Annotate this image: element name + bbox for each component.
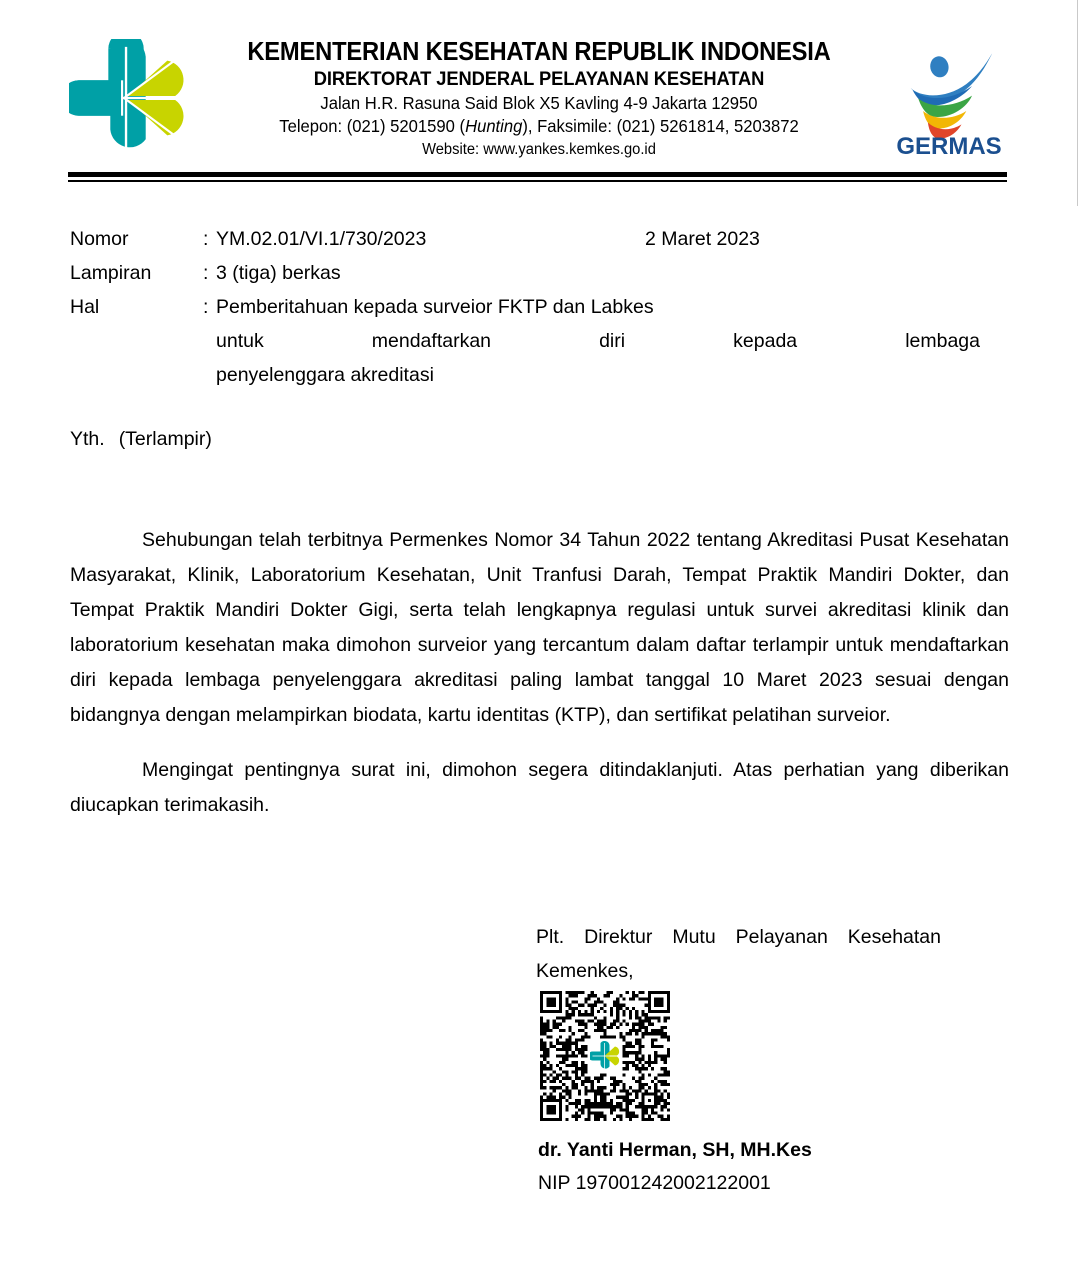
ministry-name: KEMENTERIAN KESEHATAN REPUBLIK INDONESIA: [247, 37, 831, 66]
divider-thin-line: [68, 180, 1007, 182]
lampiran-value: 3 (tiga) berkas: [216, 262, 341, 284]
recipient-value: (Terlampir): [118, 428, 212, 450]
office-address: Jalan H.R. Rasuna Said Blok X5 Kavling 4-9 Jakarta 12950: [320, 92, 758, 113]
hal-line-2: untuk mendaftarkan diri kepada lembaga: [216, 330, 980, 352]
signatory-title-line-2: Kemenkes,: [536, 960, 634, 982]
qr-code-digital-signature: [540, 991, 670, 1121]
hal-line-3: penyelenggara akreditasi: [216, 364, 434, 386]
signatory-title: [536, 920, 941, 988]
letter-meta: [70, 222, 980, 392]
letter-body: [70, 523, 1009, 823]
page-edge-rule: [1077, 0, 1078, 206]
signatory-title-line-1: Plt. Direktur Mutu Pelayanan Kesehatan: [536, 926, 941, 948]
meta-row-hal: [70, 290, 980, 392]
hal-colon: :: [203, 296, 209, 318]
nomor-colon: :: [203, 228, 209, 250]
body-paragraph-1: Sehubungan telah terbitnya Permenkes Nomor 34 Tahun 2022 tentang Akreditasi Pusat Kesehatan Masyarakat, Klinik, Laboratorium Kesehatan, Unit Tranfusi Darah, Tempat Praktik Mandiri Dokter, dan Tempat Praktik Mandiri Dokter Gigi, serta telah lengkapnya regulasi untuk survei akreditasi klinik dan laboratorium kesehatan maka dimohon surveior yang tercantum dalam daftar terlampir untuk mendaftarkan diri kepada lembaga penyelenggara akreditasi paling lambat tanggal 10 Maret 2023 sesuai dengan bidangnya dengan melampirkan biodata, kartu identitas (KTP), dan sertifikat pelatihan surveior.: [70, 529, 1009, 726]
letter-date: 2 Maret 2023: [645, 228, 760, 250]
svg-text:GERMAS: GERMAS: [896, 133, 1002, 158]
qr-center-kemenkes-logo: [588, 1039, 622, 1073]
hal-value: [216, 290, 980, 392]
kemenkes-logo: [68, 39, 188, 157]
hunting-italic: Hunting: [465, 116, 523, 137]
recipient-line: [70, 428, 212, 451]
letterhead-divider: [68, 172, 1007, 182]
signatory-nip: NIP 197001242002122001: [538, 1172, 771, 1194]
recipient-prefix: Yth.: [70, 428, 105, 450]
directorate-name: DIREKTORAT JENDERAL PELAYANAN KESEHATAN: [313, 67, 765, 90]
meta-row-lampiran: [70, 256, 980, 290]
body-paragraph-2: Mengingat pentingnya surat ini, dimohon segera ditindaklanjuti. Atas perhatian yang diberikan diucapkan terimakasih.: [70, 759, 1009, 816]
nomor-label: Nomor: [70, 228, 129, 250]
meta-row-nomor: [70, 222, 980, 256]
letterhead: [68, 24, 1008, 172]
signature-block: [536, 920, 946, 988]
lampiran-label: Lampiran: [70, 262, 152, 284]
office-phone: Telepon: (021) 5201590 (Hunting), Faksimile: (021) 5261814, 5203872: [279, 116, 799, 137]
hal-line-1: Pemberitahuan kepada surveior FKTP dan Labkes: [216, 296, 654, 318]
letterhead-text: [188, 37, 890, 160]
germas-logo: [890, 38, 1008, 158]
hal-label: Hal: [70, 296, 100, 318]
nomor-value: YM.02.01/VI.1/730/2023: [216, 228, 427, 250]
office-website: Website: www.yankes.kemkes.go.id: [422, 141, 656, 159]
lampiran-colon: :: [203, 262, 209, 284]
signatory-name: dr. Yanti Herman, SH, MH.Kes: [538, 1139, 812, 1161]
